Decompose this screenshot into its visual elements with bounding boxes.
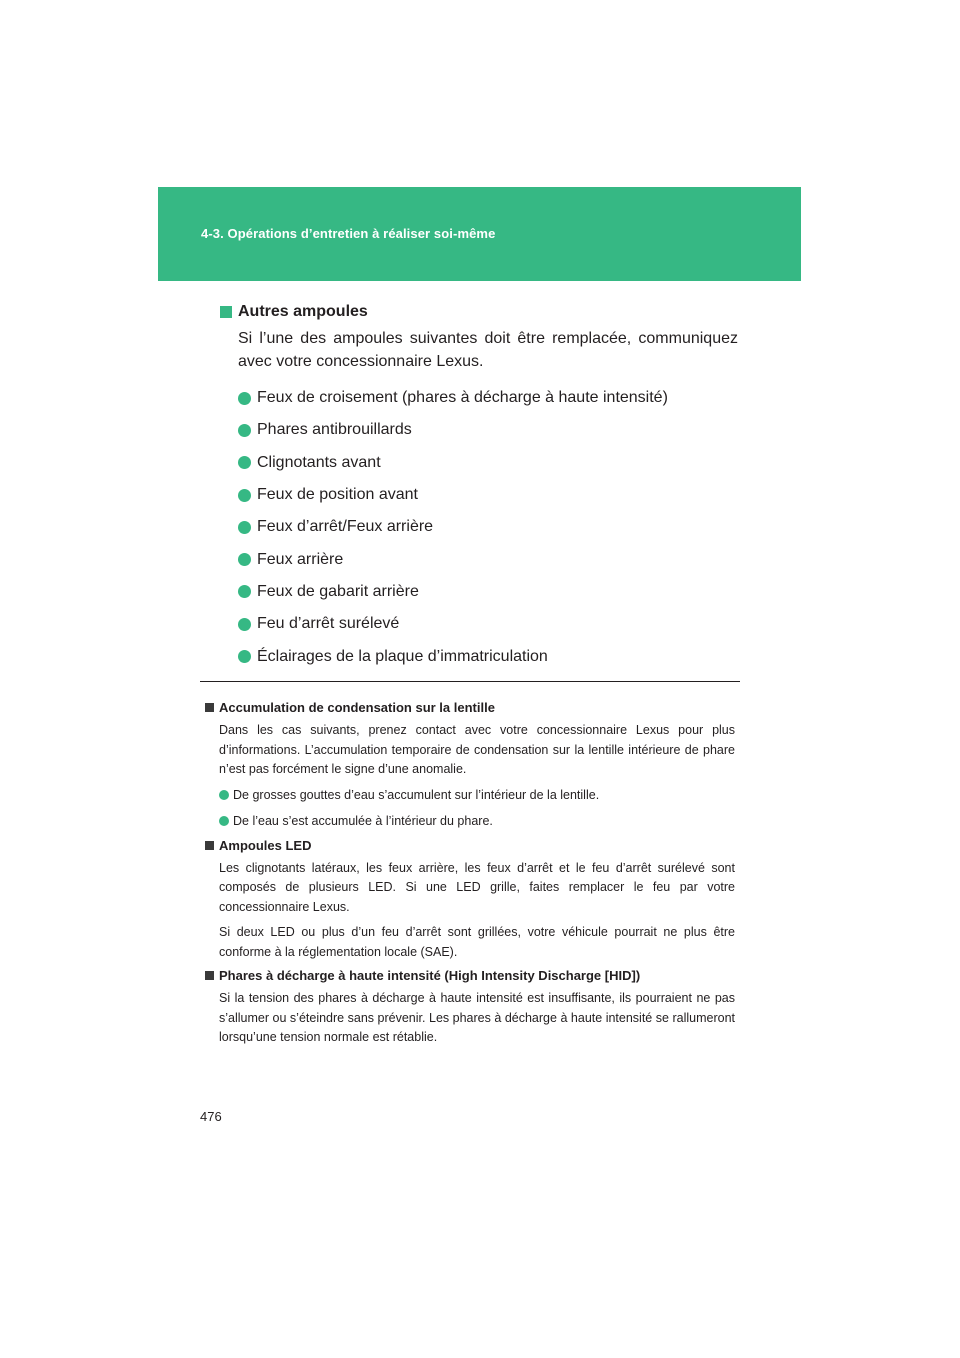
notes-section	[205, 700, 735, 1054]
bullet-dot-icon	[238, 424, 251, 437]
list-item: Feux de croisement (phares à décharge à haute intensité)	[238, 382, 738, 414]
section-header	[158, 187, 801, 281]
bullet-dot-icon	[238, 521, 251, 534]
list-item: Feux arrière	[238, 543, 738, 575]
intro-paragraph: Si l’une des ampoules suivantes doit être remplacée, communiquez avec votre concessionnaire Lexus.	[238, 330, 738, 370]
bullet-dot-icon	[219, 816, 229, 826]
list-item: Feux d’arrêt/Feux arrière	[238, 511, 738, 543]
bullet-dot-icon	[238, 650, 251, 663]
heading-text: Autres ampoules	[238, 303, 368, 320]
list-item: Éclairages de la plaque d’immatriculation	[238, 640, 738, 672]
bullet-dot-icon	[238, 618, 251, 631]
list-item: Feux de gabarit arrière	[238, 576, 738, 608]
heading-autres-ampoules	[220, 303, 738, 321]
bullet-dot-icon	[219, 790, 229, 800]
bullet-dot-icon	[238, 392, 251, 405]
square-bullet-icon	[220, 306, 232, 318]
list-item: Feux de position avant	[238, 479, 738, 511]
page-number: 476	[200, 1109, 222, 1124]
note-bullet: De grosses gouttes d’eau s’accumulent sur l’intérieur de la lentille.	[219, 786, 735, 805]
square-bullet-icon	[205, 971, 214, 980]
note-text-condensation: Dans les cas suivants, prenez contact avec votre concessionnaire Lexus pour plus d’informations. L’accumulation temporaire de condensation sur la lentille intérieure de phare n’est pas forcément le signe d’une anomalie.	[219, 723, 735, 776]
note-text-led-2: Si deux LED ou plus d’un feu d’arrêt sont grillées, votre véhicule pourrait ne plus être conforme à la réglementation locale (SAE).	[219, 925, 735, 959]
note-text-hid: Si la tension des phares à décharge à haute intensité est insuffisante, ils pourraient ne pas s’allumer ou s’éteindre sans prévenir. Les phares à décharge à haute intensité se rallumeront lorsqu’une tension normale est rétablie.	[219, 991, 735, 1044]
bulb-list	[238, 382, 738, 673]
list-item: Feu d’arrêt surélevé	[238, 608, 738, 640]
list-item: Phares antibrouillards	[238, 414, 738, 446]
square-bullet-icon	[205, 703, 214, 712]
list-item: Clignotants avant	[238, 447, 738, 479]
main-content	[220, 303, 738, 673]
note-bullet: De l’eau s’est accumulée à l’intérieur du phare.	[219, 812, 735, 831]
section-title: 4-3. Opérations d’entretien à réaliser soi-même	[201, 226, 496, 241]
note-text-led-1: Les clignotants latéraux, les feux arrière, les feux d’arrêt et le feu d’arrêt surélevé sont composés de plusieurs LED. Si une LED grille, faites remplacer le feu par votre concessionnaire Lexus.	[219, 860, 735, 914]
note-heading-led: Ampoules LED	[205, 838, 735, 853]
bullet-dot-icon	[238, 456, 251, 469]
divider	[200, 681, 740, 682]
bullet-dot-icon	[238, 489, 251, 502]
note-heading-hid: Phares à décharge à haute intensité (High Intensity Discharge [HID])	[205, 968, 735, 983]
note-heading-condensation: Accumulation de condensation sur la lentille	[205, 700, 735, 715]
bullet-dot-icon	[238, 553, 251, 566]
bullet-dot-icon	[238, 585, 251, 598]
square-bullet-icon	[205, 841, 214, 850]
